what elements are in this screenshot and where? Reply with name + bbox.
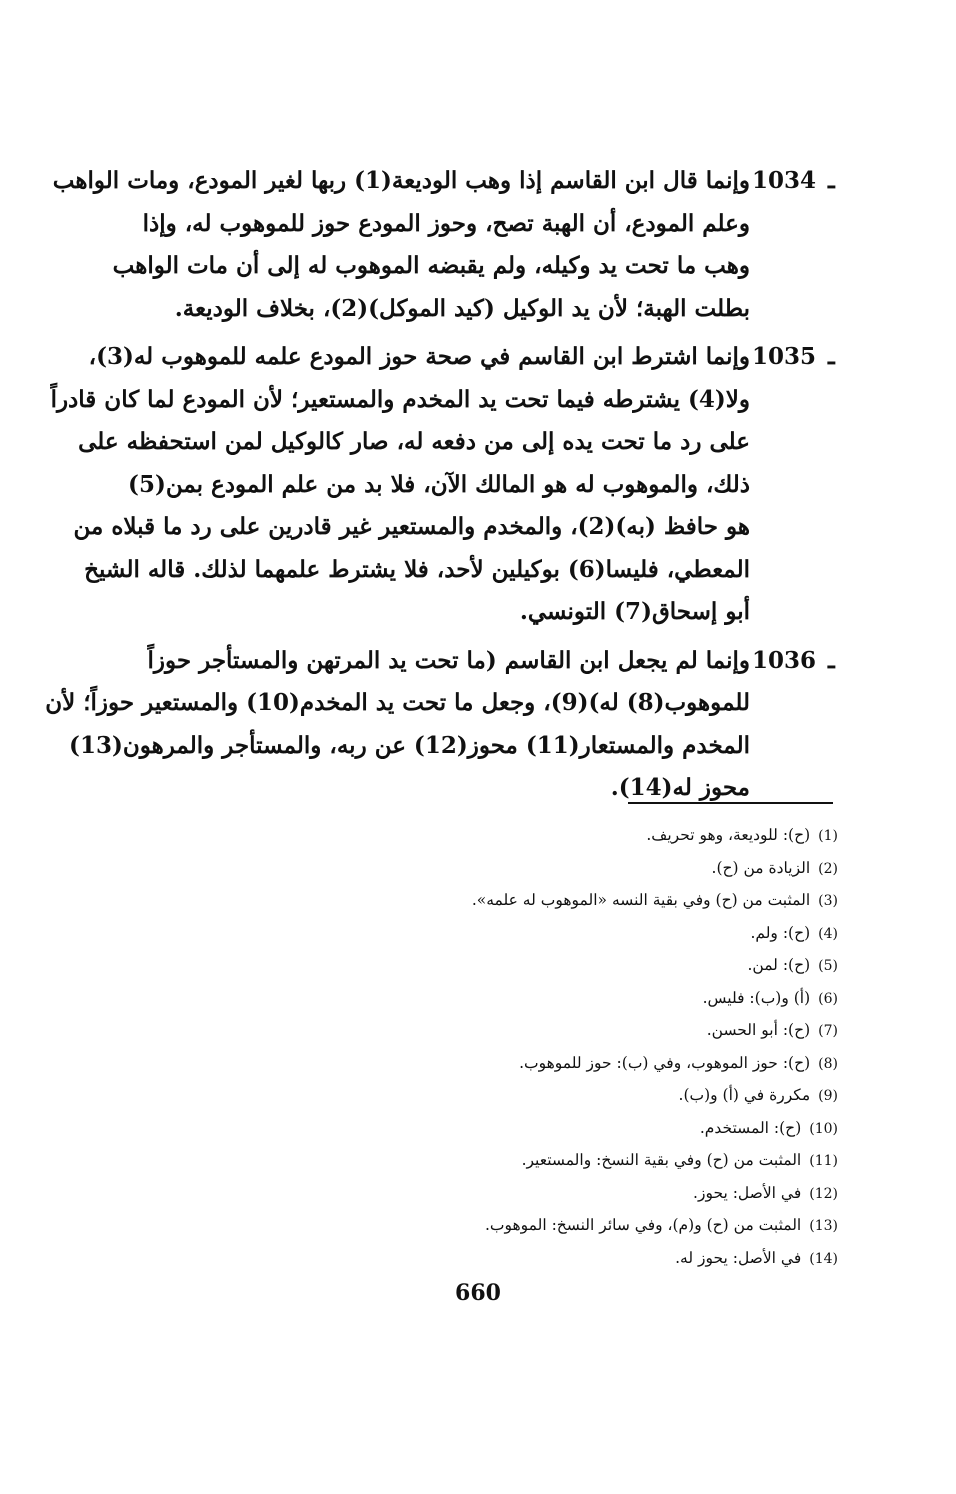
footnote: (12)في الأصل: يحوز. bbox=[693, 1183, 838, 1202]
footnote: (7)(ح): أبو الحسن. bbox=[706, 1021, 838, 1039]
text-line: وإنما قال ابن القاسم إذا وهب الوديعة(1) ربها لغير المودع، ومات الواهب bbox=[52, 167, 750, 194]
footnote: (8)(ح): حوز الموهوب، وفي (ب): حوز للموهوب. bbox=[519, 1053, 838, 1072]
footnotes bbox=[300, 820, 838, 1275]
text-line: ولا(4) يشترطه فيما تحت يد المخدم والمستعير؛ لأن المودع لما كان قادراً bbox=[50, 385, 750, 413]
text-line: محوز له(14). bbox=[610, 774, 750, 801]
footnote: (3)المثبت من (ح) وفي بقية النسه «الموهوب له علمه». bbox=[471, 891, 838, 909]
text-line: على رد ما تحت يده إلى من دفعه له، صار كالوكيل لمن استحفظه على bbox=[78, 428, 750, 455]
paragraph-number: 1034 ـ bbox=[752, 167, 835, 194]
footnote: (1)(ح): للوديعة، وهو تحريف. bbox=[646, 826, 838, 844]
text-line: المخدم والمستعار(11) محوز(12) عن ربه، والمستأجر والمرهون(13) bbox=[69, 731, 750, 759]
footnote-separator bbox=[628, 802, 833, 804]
text-line: وعلم المودع، أن الهبة تصح، وحوز المودع حوز للموهوب له، وإذا bbox=[142, 209, 750, 237]
text-line: وهب ما تحت يد وكيله، ولم يقبضه الموهوب له إلى أن مات الواهب bbox=[112, 252, 750, 279]
footnote: (4)(ح): ولم. bbox=[750, 923, 838, 942]
footnote: (6)(أ) و(ب): فليس. bbox=[702, 988, 838, 1007]
paragraph-1036 bbox=[45, 640, 838, 810]
footnote: (14)في الأصل: يحوز له. bbox=[675, 1248, 838, 1267]
text-line: وإنما لم يجعل ابن القاسم (ما تحت يد المرتهن والمستأجر حوزاً bbox=[147, 646, 750, 674]
footnote: (2)الزيادة من (ح). bbox=[711, 858, 838, 877]
page-number: 660 bbox=[455, 1280, 501, 1306]
paragraph-number: 1036 ـ bbox=[752, 646, 835, 674]
footnote: (11)المثبت من (ح) وفي بقية النسخ: والمستعير. bbox=[521, 1151, 838, 1169]
text-line: وإنما اشترط ابن القاسم في صحة حوز المودع علمه للموهوب له(3)، bbox=[88, 343, 750, 370]
text-line: أبو إسحاق(7) التونسي. bbox=[519, 598, 750, 625]
paragraph-1034 bbox=[52, 160, 838, 330]
text-line: المعطي، فليسا(6) بوكيلين لأحد، فلا يشترط علمهما لذلك. قاله الشيخ bbox=[84, 555, 750, 583]
footnote: (13)المثبت من (ح) و(م)، وفي سائر النسخ: الموهوب. bbox=[484, 1216, 838, 1234]
text-line: ذلك، والموهوب له هو المالك الآن، فلا بد من علم المودع بمن(5) bbox=[128, 470, 750, 498]
footnote: (9)مكررة في (أ) و(ب). bbox=[678, 1086, 838, 1104]
text-line: للموهوب(8) له)(9)، وجعل ما تحت يد المخدم(10) والمستعير حوزاً؛ لأن bbox=[45, 689, 750, 716]
footnote: (10)(ح): المستخدم. bbox=[699, 1118, 838, 1137]
text-line: بطلت الهبة؛ لأن يد الوكيل (كيد الموكل)(2)، بخلاف الوديعة. bbox=[174, 294, 750, 322]
paragraph-number: 1035 ـ bbox=[752, 343, 835, 370]
footnote: (5)(ح): لمن. bbox=[747, 956, 838, 974]
paragraph-1035 bbox=[50, 336, 838, 634]
text-line: هو حافظ (به)(2)، والمخدم والمستعير غير قادرين على رد ما قبلاه من bbox=[73, 513, 750, 540]
main-text bbox=[45, 160, 838, 816]
